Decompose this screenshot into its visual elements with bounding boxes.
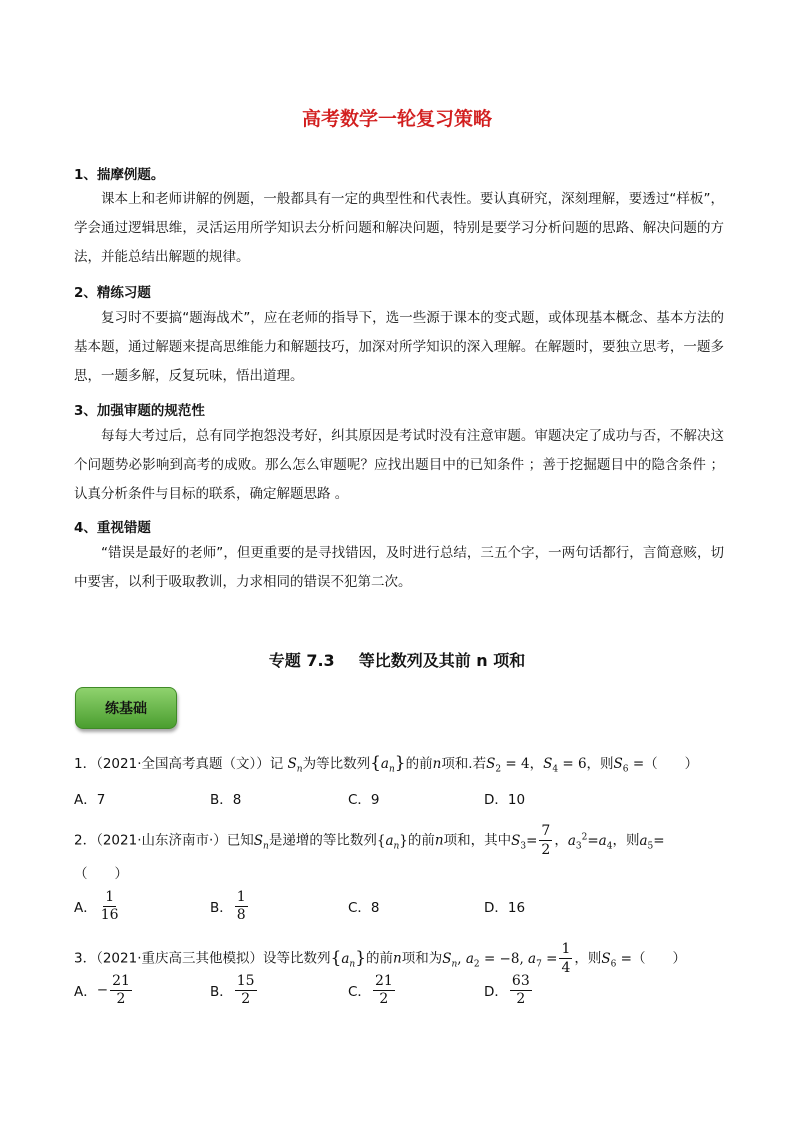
fraction: $\frac{1}{4}$ — [561, 941, 571, 976]
question-1 — [74, 752, 698, 775]
practice-basics-badge — [75, 687, 177, 729]
math-expr: $S_n$ — [253, 832, 269, 852]
section-body-4: “错误是最好的老师”，但更重要的是寻找错因，及时进行总结，三五个字，一两句话都行，言简意赅，切中要害，以利于吸取教训，力求相同的错误不犯第二次。 — [74, 545, 724, 590]
option-a[interactable]: A．7 — [74, 792, 106, 808]
options-q3 — [74, 968, 694, 1012]
math-expr: n — [432, 756, 442, 772]
section-body-2: 复习时不要搞“题海战术”，应在老师的指导下，选一些源于课本的变式题，或体现基本概念、基本方法的基本题，通过解题来提高思维能力和解题技巧，加深对所学知识的深入理解。在解题时，要独立思考，一题多思，一题多解，反复玩味，悟出道理。 — [74, 310, 724, 384]
question-text: 项和，其中 — [443, 832, 512, 849]
badge-label: 练基础 — [105, 701, 147, 717]
option-d[interactable]: D．16 — [484, 900, 526, 916]
math-expr: $a_5=$ — [639, 832, 665, 852]
option-b[interactable]: B． $\frac{15}{2}$ — [210, 972, 255, 1007]
options-q2 — [74, 884, 694, 928]
math-expr: $\{a_n\}$ — [376, 832, 408, 852]
option-b[interactable]: B．8 — [210, 792, 242, 808]
question-text: 是递增的等比数列 — [268, 832, 377, 849]
option-c[interactable]: C．8 — [348, 900, 380, 916]
section-heading-4: 4、重视错题 — [74, 520, 151, 536]
option-c[interactable]: C． $\frac{21}{2}$ — [348, 972, 393, 1007]
option-b[interactable]: B． $\frac{1}{8}$ — [210, 888, 246, 923]
section-body-3: 每每大考过后，总有同学抱怨没考好，纠其原因是考试时没有注意审题。审题决定了成功与否，不解决这个问题势必影响到高考的成败。那么怎么审题呢？应找出题目中的已知条件 ；善于挖掘题目中的隐含条件 ；认真分析条件与目标的联系，确定解题思路 。 — [74, 428, 724, 502]
question-source: （2021·全国高考真题（文）） — [96, 756, 270, 772]
question-text: 项和为 — [401, 950, 443, 967]
question-text: 的前 — [366, 950, 394, 967]
section-heading-3: 3、加强审题的规范性 — [74, 403, 205, 419]
question-number: 2． — [74, 832, 97, 849]
section-heading-2: 2、精练习题 — [74, 285, 151, 301]
math-expr: n — [434, 832, 444, 849]
question-text: 项和.若 — [441, 756, 487, 772]
math-expr: $S_2 = 4$ — [486, 756, 530, 775]
question-text: 为等比数列 — [302, 756, 371, 772]
question-text: （ ） — [644, 756, 699, 772]
math-expr: $S_n$, $a_2 = -8$, $a_7$ = — [442, 950, 558, 970]
question-text: 已知 — [226, 832, 254, 849]
question-text: 的前 — [405, 756, 433, 772]
option-d[interactable]: D． $\frac{63}{2}$ — [484, 972, 530, 1007]
question-source: （2021·山东济南市·） — [96, 832, 227, 849]
question-text: 的前 — [407, 832, 435, 849]
math-expr: n — [393, 950, 402, 967]
question-text: ， — [529, 756, 544, 772]
math-expr: $S_6$ = — [613, 756, 645, 775]
section-body-1: 课本上和老师讲解的例题，一般都具有一定的典型性和代表性。要认真研究，深刻理解，要透过“样板”，学会通过逻辑思维，灵活运用所学知识去分析问题和解决问题，特别是要学习分析问题的思路、解决问题的方法，并能总结出解题的规律。 — [74, 191, 724, 265]
topic-title — [0, 648, 794, 671]
math-expr: $\{a_n\}$ — [330, 947, 367, 970]
question-text: 设等比数列 — [263, 950, 331, 967]
fraction: $\frac{7}{2}$ — [541, 823, 551, 858]
question-text: ，则 — [612, 832, 640, 849]
question-text: ，则 — [586, 756, 614, 772]
math-expr: $S_n$ — [287, 756, 303, 775]
options-q1 — [74, 776, 694, 820]
option-a[interactable]: A． − $\frac{21}{2}$ — [74, 972, 130, 1007]
question-2-blank: （ ） — [74, 866, 128, 882]
option-a[interactable]: A． $\frac{1}{16}$ — [74, 888, 119, 923]
math-expr: $S_6$ = — [601, 950, 632, 970]
math-expr: $a_3^2=a_4$ — [567, 832, 613, 852]
topic-number: 专题 7.3 — [268, 651, 335, 670]
question-text: 记 — [269, 756, 284, 772]
question-2 — [74, 822, 665, 859]
math-expr: $S_4 = 6$ — [543, 756, 587, 775]
math-expr: $\{a_n\}$ — [370, 753, 406, 775]
option-c[interactable]: C．9 — [348, 792, 380, 808]
math-expr: $S_3=$ — [511, 832, 538, 852]
question-number: 3． — [74, 950, 97, 967]
page-title: 高考数学一轮复习策略 — [301, 108, 492, 130]
question-text: ， — [554, 832, 568, 849]
option-d[interactable]: D．10 — [484, 792, 526, 808]
question-source: （2021·重庆高三其他模拟） — [96, 950, 263, 967]
question-number: 1． — [74, 756, 97, 772]
topic-name: 等比数列及其前 n 项和 — [358, 651, 526, 670]
question-text: ，则 — [574, 950, 602, 967]
question-text: （ ） — [631, 950, 686, 967]
section-heading-1: 1、揣摩例题。 — [74, 167, 165, 183]
